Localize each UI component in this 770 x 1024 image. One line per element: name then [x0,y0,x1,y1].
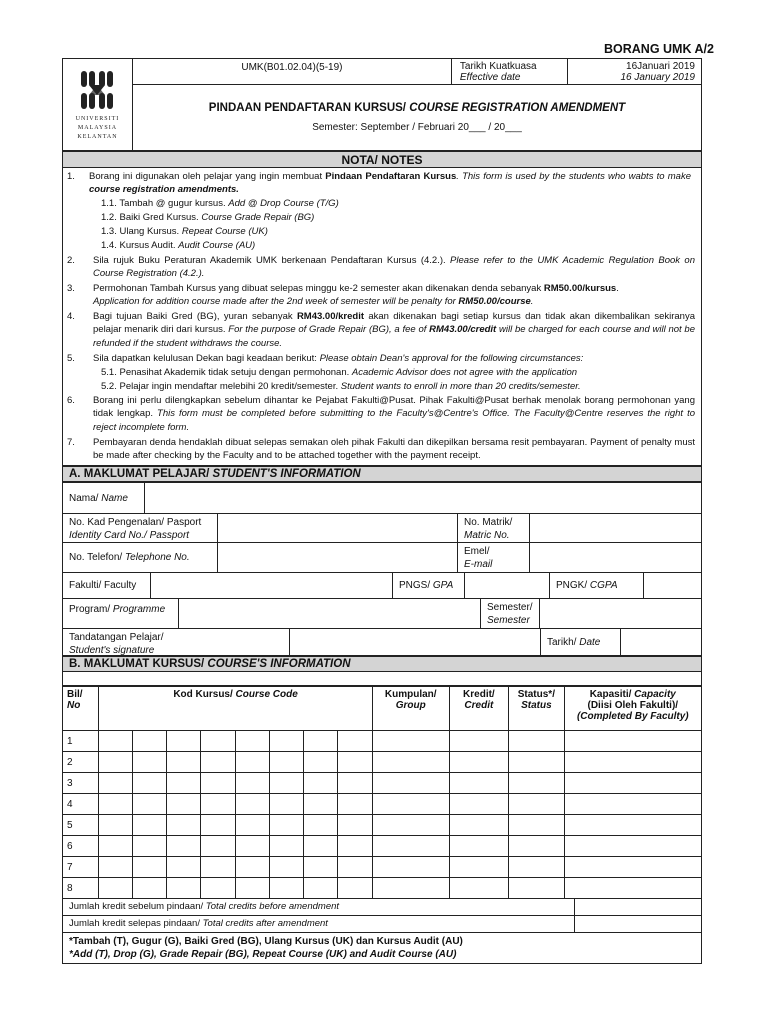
effective-label [451,59,568,85]
phone-label-ms: No. Telefon/ [69,552,125,563]
umk-emblem-icon [75,68,119,112]
cgpa-label-en: CGPA [589,580,618,591]
status-cell[interactable] [509,878,564,899]
capacity-cell[interactable] [564,773,701,794]
matric-label [458,514,530,543]
signature-label-ms: Tandatangan Pelajar/ [69,632,164,643]
course-code-char-cell[interactable] [133,794,167,815]
note-7: Pembayaran denda hendaklah dibuat selepas semakan oleh pihak Fakulti dan dikepilkan bersama resit pembayaran. Payment of penalty must be made after checking by the Faculty and to be attached together with the payment receipt. [93,437,695,462]
note-2-ms: Sila rujuk Buku Peraturan Akademik UMK berkenaan Pendaftaran Kursus (4.2.). [93,255,451,266]
credit-cell[interactable] [449,836,509,857]
note-1-1 [101,197,339,210]
form-title-ms: PINDAAN PENDAFTARAN KURSUS/ [208,102,410,114]
ic-label-ms: No. Kad Pengenalan/ Pasport [69,517,202,528]
col-no-ms: Bil/ [67,689,83,700]
note-1-ms: Borang ini digunakan oleh pelajar yang ingin membuat [89,171,326,182]
doc-ref: UMK(B01.02.04)(5-19) [132,59,451,85]
phone-label-en: Telephone No. [124,552,190,563]
sub-ms: Penasihat Akademik tidak setuju dengan permohonan. [119,367,352,378]
col-no-header [63,687,99,731]
credit-cell[interactable] [449,857,509,878]
faculty-input[interactable] [151,573,393,598]
course-code-char-cell[interactable] [235,794,269,815]
course-row [63,794,702,815]
group-cell[interactable] [372,773,449,794]
notes-box [62,167,702,466]
course-code-char-cell[interactable] [337,773,372,794]
name-input[interactable] [145,483,701,513]
name-label-ms: Nama/ [69,493,102,504]
capacity-cell[interactable] [564,752,701,773]
status-legend [69,935,463,961]
status-cell[interactable] [509,752,564,773]
note-2-en: Please refer to the UMK Academic Regulation Book on Course Registration (4.2.). [93,255,695,280]
email-label-ms: Emel/ [464,546,490,557]
col-cap-3: (Completed By Faculty) [576,711,689,722]
date-label-en: Date [579,637,601,648]
sub-ms: Baiki Gred Kursus. [119,212,202,223]
ic-label-en: Identity Card No./ Passport [69,530,190,541]
row-number: 1 [63,731,99,752]
total-before-input[interactable] [575,899,701,916]
phone-label [63,543,218,572]
course-code-char-cell[interactable] [303,815,337,836]
course-code-char-cell[interactable] [201,857,235,878]
ic-label [63,514,218,543]
course-code-char-cell[interactable] [303,794,337,815]
date-label-ms: Tarikh/ [547,637,580,648]
university-logo [63,59,133,151]
matric-label-ms: No. Matrik/ [464,517,513,528]
effective-label-ms: Tarikh Kuatkuasa [459,60,537,72]
note-3 [93,282,695,309]
semester-label-en: Semester [487,615,530,626]
note-3-en-bold: RM50.00/course [458,296,531,308]
course-row [63,752,702,773]
credit-cell[interactable] [449,815,509,836]
programme-input[interactable] [179,599,481,628]
note-num: 4. [67,311,75,322]
col-cap-2: (Diisi Oleh Fakulti)/ [587,700,679,711]
sub-num: 1.2. [101,212,117,223]
effective-date [568,59,702,85]
course-code-char-cell[interactable] [99,752,133,773]
signature-label [63,629,290,657]
sub-en: Academic Advisor does not agree with the application [351,367,578,378]
course-code-char-cell[interactable] [167,752,201,773]
course-code-char-cell[interactable] [269,794,303,815]
col-group-ms: Kumpulan/ [384,689,437,700]
course-code-char-cell[interactable] [269,857,303,878]
course-code-char-cell[interactable] [235,857,269,878]
row-number: 8 [63,878,99,899]
signature-input[interactable] [290,629,541,657]
credit-cell[interactable] [449,773,509,794]
sub-en: Add @ Drop Course (T/G) [228,198,339,209]
course-code-char-cell[interactable] [235,752,269,773]
course-code-char-cell[interactable] [167,731,201,752]
capacity-cell[interactable] [564,857,701,878]
gpa-input[interactable] [465,573,550,598]
note-4-en2: will be charged for each course and will not be refunded if the student withdraws the course. [93,324,695,349]
course-code-char-cell[interactable] [133,752,167,773]
date-input[interactable] [621,629,701,657]
course-row [63,773,702,794]
col-cap-en: Capacity [634,689,676,700]
sub-num: 1.1. [101,198,117,209]
course-code-char-cell[interactable] [133,878,167,899]
course-code-char-cell[interactable] [167,878,201,899]
course-code-char-cell[interactable] [303,836,337,857]
date-label [541,629,621,657]
total-before-label [63,899,575,916]
course-code-char-cell[interactable] [235,773,269,794]
course-row [63,731,702,752]
course-footer [62,898,702,964]
col-credit-header [449,687,509,731]
section-a-title-en: STUDENT'S INFORMATION [212,468,361,480]
row-number: 3 [63,773,99,794]
course-code-char-cell[interactable] [235,878,269,899]
notes-title: NOTA/ NOTES [62,151,702,167]
note-4-en: For the purpose of Grade Repair (BG), a fee of [228,324,430,336]
capacity-cell[interactable] [564,794,701,815]
status-cell[interactable] [509,836,564,857]
status-cell[interactable] [509,794,564,815]
course-code-char-cell[interactable] [303,731,337,752]
sub-num: 5.1. [101,367,117,378]
group-cell[interactable] [372,857,449,878]
programme-label-ms: Program/ [69,604,113,615]
sub-ms: Pelajar ingin mendaftar melebihi 20 kredit/semester. [119,381,341,392]
cgpa-input[interactable] [644,573,701,598]
section-b-title-en: COURSE'S INFORMATION [207,658,351,670]
capacity-cell[interactable] [564,815,701,836]
course-code-char-cell[interactable] [99,773,133,794]
logo-text-1: UNIVERSITI [75,115,120,122]
status-cell[interactable] [509,773,564,794]
note-6 [93,394,695,434]
status-cell[interactable] [509,857,564,878]
gpa-label-en: GPA [432,580,454,591]
note-4-ms: Bagi tujuan Baiki Gred (BG), yuran sebanyak [93,311,297,322]
name-label-en: Name [101,493,128,504]
col-group-header [372,687,449,731]
note-1-ms-bold: Pindaan Pendaftaran Kursus [325,171,457,182]
group-cell[interactable] [372,815,449,836]
course-code-char-cell[interactable] [337,836,372,857]
note-num: 2. [67,255,75,266]
sub-num: 1.4. [101,240,117,251]
total-after-label [63,916,575,933]
row-number: 7 [63,857,99,878]
note-2 [93,254,695,281]
capacity-cell[interactable] [564,731,701,752]
status-cell[interactable] [509,731,564,752]
group-cell[interactable] [372,794,449,815]
col-status-en: Status [521,700,552,711]
course-code-char-cell[interactable] [337,857,372,878]
course-code-char-cell[interactable] [133,731,167,752]
note-5-2 [101,380,581,393]
legend-ms: *Tambah (T), Gugur (G), Baiki Gred (BG), Ulang Kursus (UK) dan Kursus Audit (AU) [69,936,463,947]
credit-cell[interactable] [449,878,509,899]
row-number: 6 [63,836,99,857]
ic-input[interactable] [218,514,458,543]
course-code-char-cell[interactable] [337,731,372,752]
group-cell[interactable] [372,752,449,773]
course-code-char-cell[interactable] [201,752,235,773]
credit-cell[interactable] [449,731,509,752]
email-input[interactable] [530,543,701,572]
sub-en: Audit Course (AU) [178,240,256,251]
total-after-ms: Jumlah kredit selepas pindaan/ [69,918,203,929]
name-label [63,483,145,513]
form-code: BORANG UMK A/2 [604,42,714,56]
col-cap-ms: Kapasiti/ [589,689,635,700]
course-code-char-cell[interactable] [303,752,337,773]
note-1-3 [101,225,268,238]
sub-en: Student wants to enroll in more than 20 credits/semester. [340,381,581,392]
logo-text-2: MALAYSIA [77,124,118,131]
course-code-char-cell[interactable] [133,815,167,836]
note-num: 1. [67,171,75,182]
sub-ms: Ulang Kursus. [119,226,182,237]
course-code-char-cell[interactable] [303,878,337,899]
sub-num: 5.2. [101,381,117,392]
course-code-char-cell[interactable] [269,773,303,794]
cgpa-label-ms: PNGK/ [556,580,590,591]
sub-en: Course Grade Repair (BG) [201,212,315,223]
col-code-ms: Kod Kursus/ [173,689,236,700]
phone-input[interactable] [218,543,458,572]
course-code-char-cell[interactable] [133,857,167,878]
course-code-char-cell[interactable] [167,773,201,794]
note-num: 6. [67,395,75,406]
course-code-char-cell[interactable] [303,773,337,794]
section-b-title-ms: B. MAKLUMAT KURSUS/ [69,658,208,670]
credit-cell[interactable] [449,752,509,773]
course-code-char-cell[interactable] [269,752,303,773]
note-3-ms-bold: RM50.00/kursus [543,283,617,294]
note-num: 3. [67,283,75,294]
col-code-en: Course Code [235,689,298,700]
course-code-char-cell[interactable] [303,857,337,878]
note-4-ms2: akan dikenakan bagi setiap kursus dan tidak akan dikembalikan sekiranya pelajar menarik diri dari kursus. [93,311,695,336]
course-code-char-cell[interactable] [201,836,235,857]
note-1-4 [101,239,255,252]
row-number: 5 [63,815,99,836]
note-num: 5. [67,353,75,364]
course-code-char-cell[interactable] [99,878,133,899]
note-3-ms: Permohonan Tambah Kursus yang dibuat selepas minggu ke-2 semester akan dikenakan denda sebanyak [93,283,544,294]
course-row [63,815,702,836]
note-5-en: Please obtain Dean's approval for the following circumstances: [319,353,584,364]
course-code-char-cell[interactable] [167,815,201,836]
course-code-char-cell[interactable] [99,836,133,857]
course-code-char-cell[interactable] [235,815,269,836]
course-code-char-cell[interactable] [201,773,235,794]
row-number: 4 [63,794,99,815]
sub-en: Repeat Course (UK) [181,226,268,237]
note-3-en: Application for addition course made after the 2nd week of semester will be penalty for [93,296,459,308]
effective-label-en: Effective date [459,71,521,83]
legend-en: *Add (T), Drop (G), Grade Repair (BG), Repeat Course (UK) and Audit Course (AU) [69,949,457,960]
document-header [62,58,702,151]
form-title [133,102,701,114]
group-cell[interactable] [372,878,449,899]
course-code-char-cell[interactable] [201,878,235,899]
form-title-en: COURSE REGISTRATION AMENDMENT [409,102,626,114]
note-1-en-bold: course registration amendments. [89,184,239,196]
note-5-1 [101,366,577,379]
col-code-header [99,687,373,731]
gpa-label-ms: PNGS/ [399,580,433,591]
note-3-en2: . [530,296,534,308]
programme-label [63,599,179,628]
course-code-char-cell[interactable] [167,836,201,857]
note-3-ms2: . [616,283,619,294]
group-cell[interactable] [372,836,449,857]
course-row [63,836,702,857]
semester-label-ms: Semester/ [487,602,533,613]
course-code-char-cell[interactable] [337,794,372,815]
faculty-label: Fakulti/ Faculty [63,573,151,598]
course-code-char-cell[interactable] [201,731,235,752]
course-code-char-cell[interactable] [99,857,133,878]
course-code-char-cell[interactable] [99,731,133,752]
col-credit-en: Credit [464,700,494,711]
section-a-title-ms: A. MAKLUMAT PELAJAR/ [69,468,213,480]
status-cell[interactable] [509,815,564,836]
note-1 [89,170,691,197]
note-4 [93,310,695,350]
gpa-label [393,573,465,598]
course-code-char-cell[interactable] [235,731,269,752]
matric-input[interactable] [530,514,701,528]
course-code-char-cell[interactable] [99,794,133,815]
group-cell[interactable] [372,731,449,752]
course-table [62,686,702,899]
row-number: 2 [63,752,99,773]
effective-date-en: 16 January 2019 [620,71,695,83]
course-code-char-cell[interactable] [269,878,303,899]
sub-num: 1.3. [101,226,117,237]
title-cell [132,85,701,151]
note-6-en: This form must be completed before submitting to the Faculty's@Centre's Office. The Faculty@Centre reserves the right to reject incomplete form. [93,408,695,433]
total-before-en: Total credits before amendment [205,901,340,912]
signature-label-en: Student's signature [69,645,155,656]
total-after-input[interactable] [575,916,701,933]
cgpa-label [550,573,644,598]
note-6-ms: Borang ini perlu dilengkapkan sebelum dihantar ke Pejabat Fakulti@Pusat. Pihak Fakulti@Pusat berhak menolak borang permohonan yang tidak lengkap. [93,395,695,420]
total-before-ms: Jumlah kredit sebelum pindaan/ [69,901,206,912]
course-code-char-cell[interactable] [99,815,133,836]
credit-cell[interactable] [449,794,509,815]
email-label [458,543,530,572]
course-code-char-cell[interactable] [337,878,372,899]
sub-ms: Kursus Audit. [119,240,179,251]
col-capacity-header [564,687,701,731]
programme-label-en: Programme [112,604,166,615]
student-info-grid [62,482,702,656]
course-code-char-cell[interactable] [201,815,235,836]
sub-ms: Tambah @ gugur kursus. [119,198,229,209]
course-code-char-cell[interactable] [337,815,372,836]
semester-input[interactable] [539,599,701,628]
course-code-char-cell[interactable] [269,815,303,836]
capacity-cell[interactable] [564,878,701,899]
col-no-en: No [67,700,81,711]
course-code-char-cell[interactable] [167,794,201,815]
course-code-char-cell[interactable] [269,731,303,752]
capacity-cell[interactable] [564,836,701,857]
course-code-char-cell[interactable] [337,752,372,773]
logo-text-3: KELANTAN [77,133,118,140]
effective-date-ms: 16Januari 2019 [626,60,695,72]
course-code-char-cell[interactable] [269,836,303,857]
course-row [63,857,702,878]
note-4-en-bold: RM43.00/credit [429,324,497,336]
email-label-en: E-mail [464,559,493,570]
course-row [63,878,702,899]
note-5-ms: Sila dapatkan kelulusan Dekan bagi keadaan berikut: [93,353,320,364]
note-1-en: . This form is used by the students who wabts to make [456,171,691,182]
section-b-spacer [62,672,702,686]
semester-line: Semester: September / Februari 20___ / 20___ [312,122,522,133]
note-num: 7. [67,437,75,448]
course-code-char-cell[interactable] [201,794,235,815]
course-code-char-cell[interactable] [133,836,167,857]
course-code-char-cell[interactable] [133,773,167,794]
note-1-2 [101,211,314,224]
section-b-title [62,656,702,672]
total-after-en: Total credits after amendment [202,918,328,929]
col-group-en: Group [395,700,426,711]
col-status-header [509,687,564,731]
section-a-title [62,466,702,482]
course-code-char-cell[interactable] [235,836,269,857]
col-status-ms: Status*/ [517,689,555,700]
col-credit-ms: Kredit/ [463,689,495,700]
note-5 [93,352,695,365]
matric-label-en: Matric No. [464,530,510,541]
course-code-char-cell[interactable] [167,857,201,878]
note-4-ms-bold: RM43.00/kredit [296,311,364,322]
